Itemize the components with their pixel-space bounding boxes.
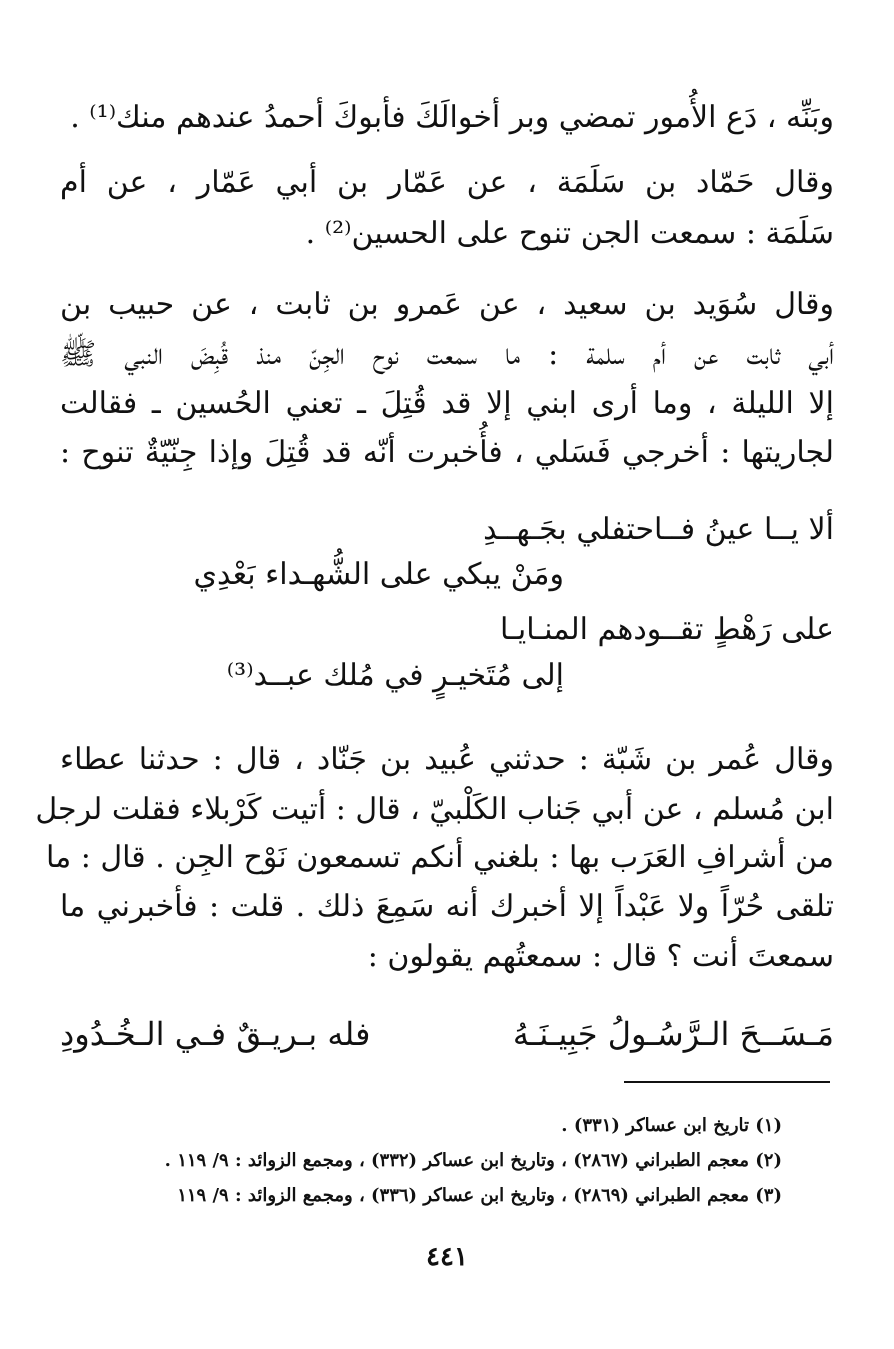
text-line: تلقى حُرّاً ولا عَبْداً إلا أخبرك أنه سَمِعَ ذلك . قلت : فأخبرني ما — [60, 889, 834, 924]
text-line: أبي ثابت عن أم سلمة : ما سمعت نوح الجِنّ منذ قُبِضَ النبي ﷺ — [60, 337, 834, 372]
poem-verse: ألا يــا عينُ فــاحتفلي بجَـهــدِ — [483, 512, 834, 547]
page-number: ٤٤١ — [426, 1242, 468, 1272]
text-line: من أشرافِ العَرَب بها : بلغني أنكم تسمعون نَوْح الجِن . قال : ما — [45, 840, 834, 875]
footnote-1: (١) تاريخ ابن عساكر (٣٣١) . — [561, 1115, 782, 1136]
text-line: إلا الليلة ، وما أرى ابني إلا قد قُتِلَ ـ تعني الحُسين ـ فقالت — [60, 386, 834, 421]
text-line: وقال عُمر بن شَبّة : حدثني عُبيد بن جَنّاد ، قال : حدثنا عطاء — [60, 742, 834, 777]
text-line: وقال سُوَيد بن سعيد ، عن عَمرو بن ثابت ، عن حبيب بن — [60, 287, 834, 322]
poem-verse: على رَهْطٍ تقــودهم المنـايـا — [499, 612, 834, 647]
text-line: وقال حَمّاد بن سَلَمَة ، عن عَمّار بن أبي عَمّار ، عن أم — [60, 165, 834, 200]
poem-verse: إلى مُتَخيـرٍ في مُلك عبــد⁽³⁾ — [226, 658, 564, 693]
footnote-separator — [624, 1081, 830, 1083]
footnote-3: (٣) معجم الطبراني (٢٨٦٩) ، وتاريخ ابن عساكر (٣٣٦) ، ومجمع الزوائد : ٩/ ١١٩ — [177, 1185, 782, 1206]
poem-hemistich-right: مَـسَــحَ الـرَّسُـولُ جَبِيـنَـهُ — [512, 1015, 834, 1053]
text-line-intro: وبَنِّه ، دَع الأُمور تمضي وبر أخوالَكَ فأبوكَ أحمدُ عندهم منك⁽¹⁾ . — [70, 100, 834, 135]
text-line: سَلَمَة : سمعت الجن تنوح على الحسين⁽²⁾ . — [305, 216, 834, 251]
poem-line — [60, 1012, 834, 1056]
poem-hemistich-left: فله بـريـقٌ فـي الـخُـدُودِ — [60, 1015, 371, 1053]
footnote-2: (٢) معجم الطبراني (٢٨٦٧) ، وتاريخ ابن عساكر (٣٣٢) ، ومجمع الزوائد : ٩/ ١١٩ . — [164, 1150, 782, 1171]
poem-verse: ومَنْ يبكي على الشُّهـداء بَعْدِي — [193, 557, 564, 592]
text-line: سمعتَ أنت ؟ قال : سمعتُهم يقولون : — [367, 939, 834, 974]
text-line: لجاريتها : أخرجي فَسَلي ، فأُخبرت أنّه قد قُتِلَ وإذا جِنّيّةٌ تنوح : — [60, 435, 834, 470]
text-line: ابن مُسلم ، عن أبي جَناب الكَلْبيّ ، قال : أتيت كَرْبلاء فقلت لرجل — [35, 792, 834, 827]
